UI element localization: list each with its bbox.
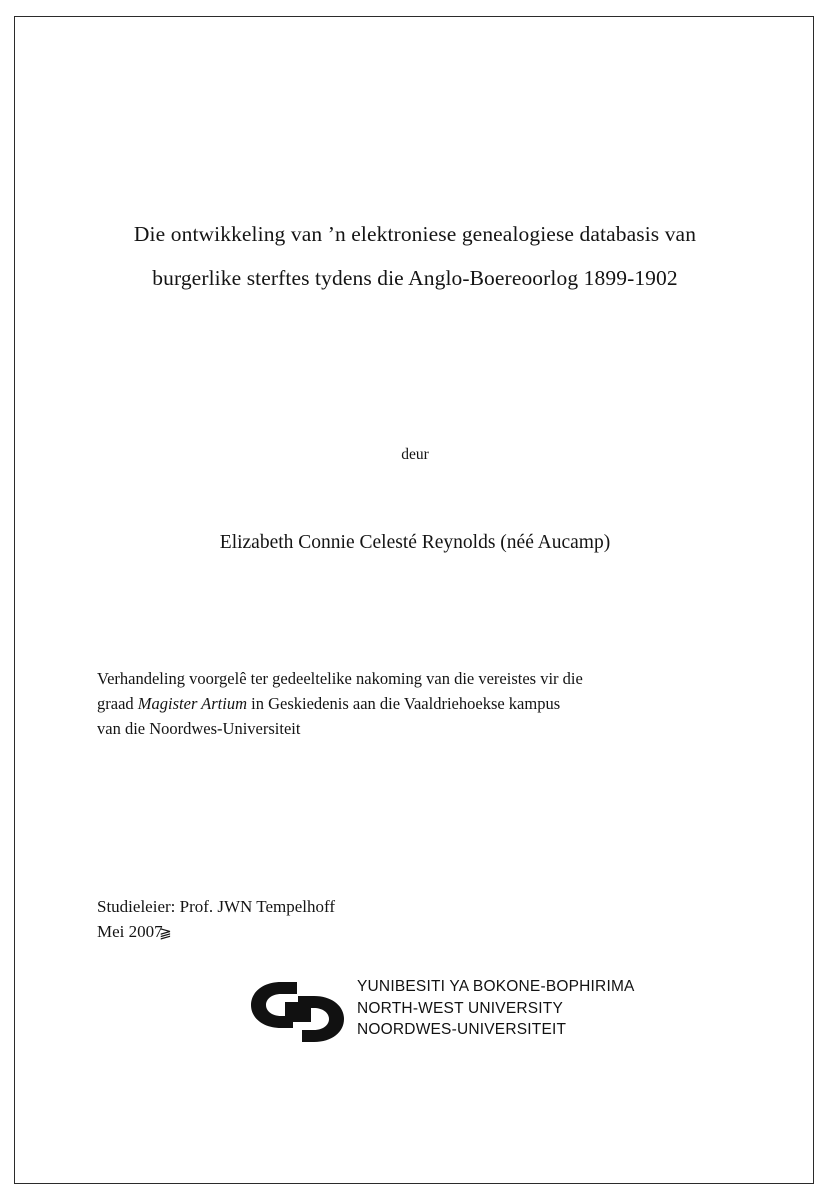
nwu-logo-icon — [245, 978, 350, 1046]
statement-line-1: Verhandeling voorgelê ter gedeeltelike nakoming van die vereistes vir die — [97, 669, 583, 688]
statement-line-2-post: in Geskiedenis aan die Vaaldriehoekse kampus — [247, 694, 561, 713]
date-line — [97, 919, 172, 944]
author-name: Elizabeth Connie Celesté Reynolds (néé Aucamp) — [219, 532, 611, 553]
title-line-1: Die ontwikkeling van ’n elektroniese genealogiese databasis van — [133, 222, 697, 246]
document-title — [95, 212, 735, 300]
title-line-2: burgerlike sterftes tydens die Anglo-Boereoorlog 1899-1902 — [152, 266, 678, 290]
logo-line-3: NOORDWES-UNIVERSITEIT — [357, 1021, 567, 1038]
supervisor-line: Studieleier: Prof. JWN Tempelhoff — [97, 897, 336, 916]
page-content — [95, 16, 735, 1184]
university-name-text — [357, 976, 635, 1041]
date-text: Mei 2007 — [97, 922, 163, 941]
supervisor-and-date — [97, 894, 597, 944]
university-logo — [245, 976, 645, 1056]
degree-name: Magister Artium — [137, 694, 248, 713]
statement-line-2 — [97, 691, 725, 716]
statement-line-2-pre: graad — [97, 694, 138, 713]
degree-statement — [97, 666, 725, 741]
logo-line-2: NORTH-WEST UNIVERSITY — [357, 999, 564, 1017]
byline-label: deur — [401, 446, 429, 463]
statement-line-3: van die Noordwes-Universiteit — [97, 719, 301, 738]
handwritten-mark-icon: ⫺ — [159, 925, 172, 941]
logo-line-1: YUNIBESITI YA BOKONE-BOPHIRIMA — [357, 978, 635, 995]
